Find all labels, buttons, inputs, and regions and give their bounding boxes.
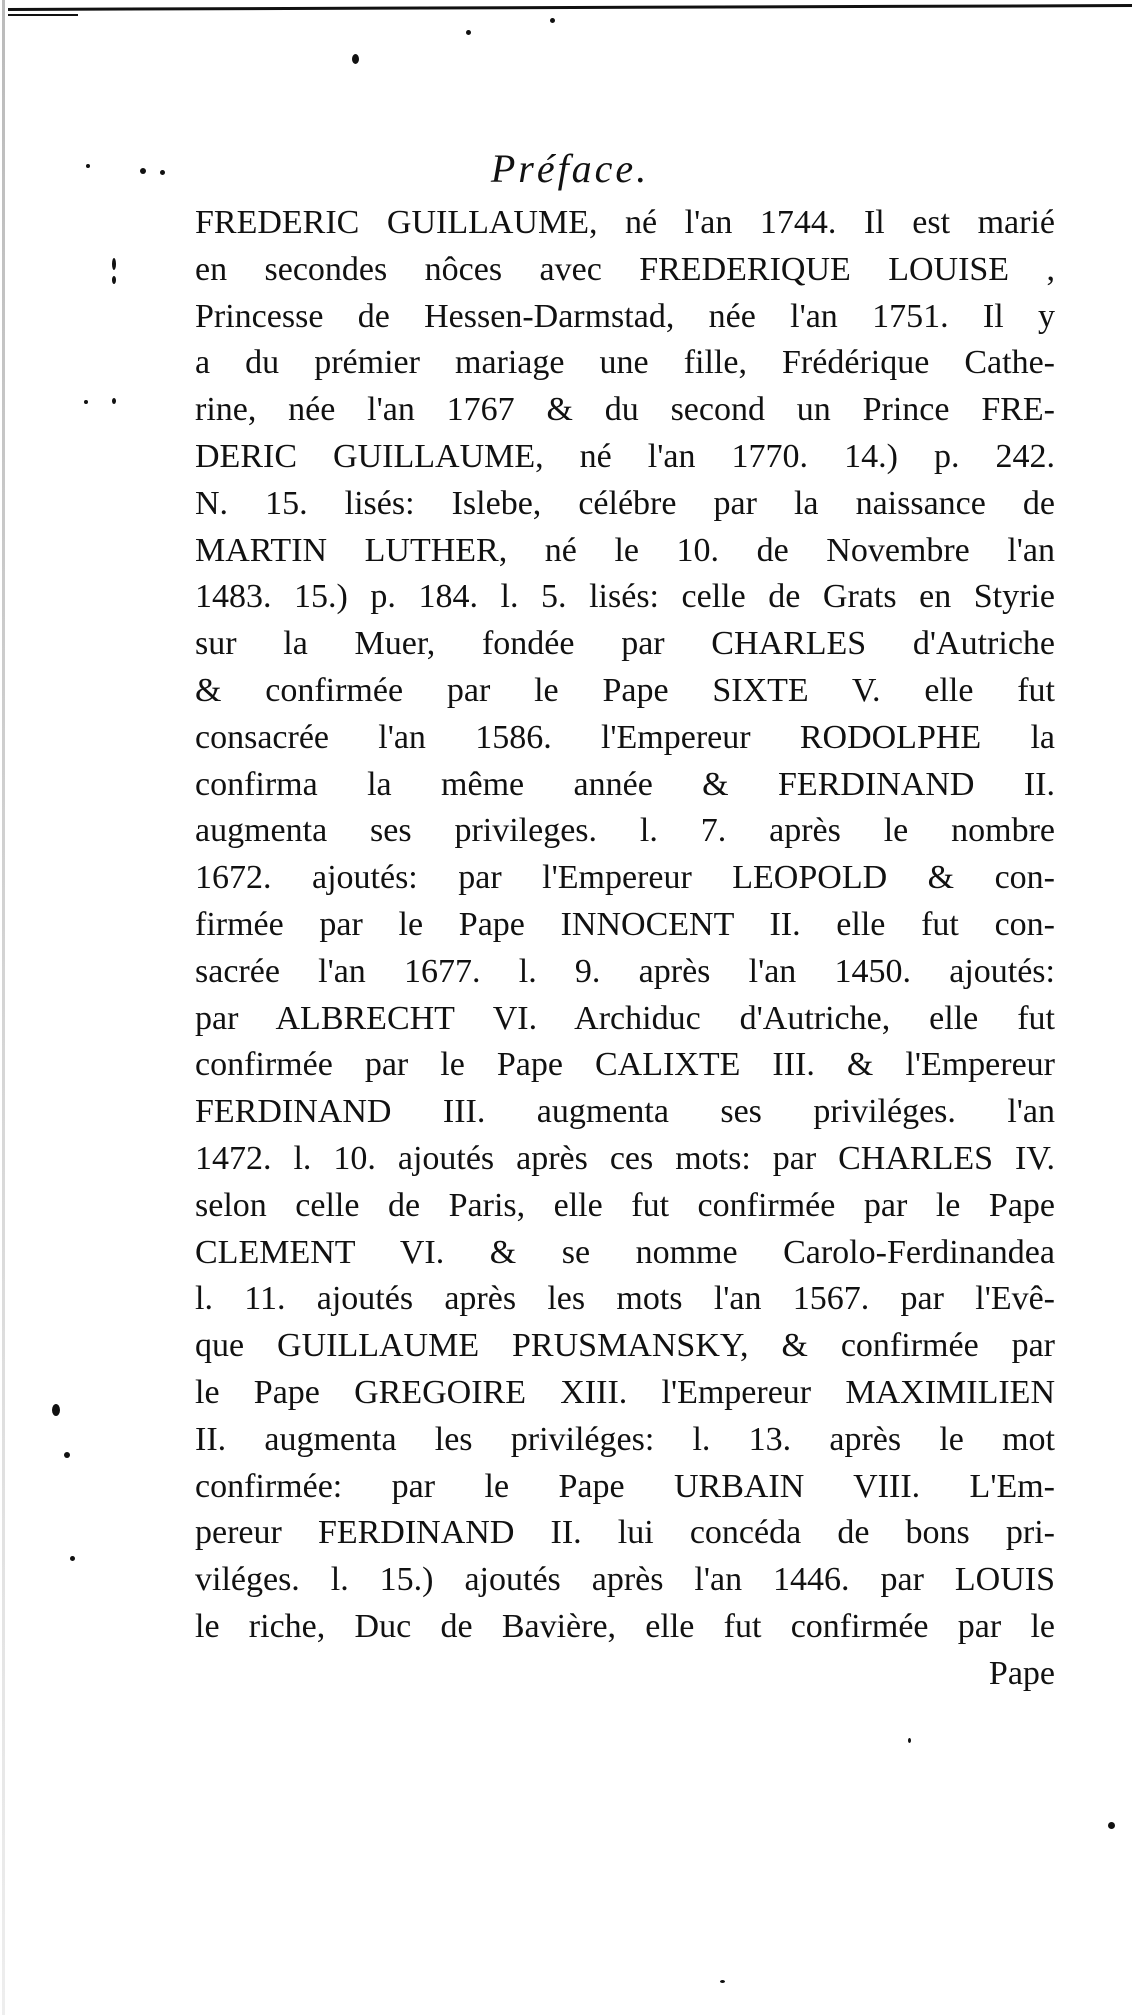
text-line: par ALBRECHT VI. Archiduc d'Autriche, elle fut (195, 999, 1055, 1037)
scan-speck (112, 258, 116, 270)
text-line: sacrée l'an 1677. l. 9. après l'an 1450. ajoutés: (195, 952, 1055, 990)
scan-speck (1108, 1822, 1115, 1829)
text-line: II. augmenta les priviléges: l. 13. après le mot (195, 1420, 1055, 1458)
body-text (195, 200, 1055, 1698)
text-line: FREDERIC GUILLAUME, né l'an 1744. Il est marié (195, 204, 1055, 241)
text-line: firmée par le Pape INNOCENT II. elle fut con- (195, 905, 1055, 943)
text-line: 1672. ajoutés: par l'Empereur LEOPOLD & con- (195, 859, 1055, 897)
scan-speck (86, 164, 90, 168)
scan-speck (550, 18, 555, 23)
scan-speck (140, 168, 146, 174)
scan-speck (908, 1738, 911, 1743)
text-line: CLEMENT VI. & se nomme Carolo-Ferdinandea (195, 1233, 1055, 1271)
text-line: & confirmée par le Pape SIXTE V. elle fut (195, 671, 1055, 709)
text-line: selon celle de Paris, elle fut confirmée par le Pape (195, 1186, 1055, 1224)
text-line: pereur FERDINAND II. lui concéda de bons pri- (195, 1514, 1055, 1552)
scan-speck (720, 1980, 725, 1983)
text-line: rine, née l'an 1767 & du second un Prince FRE- (195, 391, 1055, 429)
scan-speck (70, 1556, 75, 1561)
top-border-flourish (8, 14, 78, 16)
text-line: Princesse de Hessen-Darmstad, née l'an 1751. Il y (195, 297, 1055, 335)
page-edge-shadow (2, 0, 5, 2015)
text-line: confirma la même année & FERDINAND II. (195, 765, 1055, 803)
text-line: le Pape GREGOIRE XIII. l'Empereur MAXIMILIEN (195, 1373, 1055, 1411)
scan-speck (112, 276, 116, 284)
text-line: consacrée l'an 1586. l'Empereur RODOLPHE la (195, 718, 1055, 756)
text-line: a du prémier mariage une fille, Frédérique Cathe- (195, 344, 1055, 382)
text-line: confirmée par le Pape CALIXTE III. & l'Empereur (195, 1046, 1055, 1084)
text-line: N. 15. lisés: Islebe, célébre par la naissance de (195, 484, 1055, 522)
text-line: viléges. l. 15.) ajoutés après l'an 1446. par LOUIS (195, 1561, 1055, 1599)
top-border-rule (8, 4, 1132, 11)
running-header: Préface. (490, 146, 650, 191)
text-line: sur la Muer, fondée par CHARLES d'Autriche (195, 625, 1055, 663)
catchword: Pape (988, 1654, 1055, 1692)
text-line: 1472. l. 10. ajoutés après ces mots: par CHARLES IV. (195, 1139, 1055, 1177)
text-line: en secondes nôces avec FREDERIQUE LOUISE , (195, 250, 1055, 288)
text-line: que GUILLAUME PRUSMANSKY, & confirmée par (195, 1327, 1055, 1365)
scan-speck (64, 1452, 70, 1458)
scan-speck (84, 400, 88, 404)
scan-speck (52, 1404, 60, 1416)
scan-speck (352, 54, 359, 64)
text-line: MARTIN LUTHER, né le 10. de Novembre l'an (195, 531, 1055, 569)
scan-speck (160, 170, 165, 175)
text-line: 1483. 15.) p. 184. l. 5. lisés: celle de Grats en Styrie (195, 578, 1055, 616)
text-line: le riche, Duc de Bavière, elle fut confirmée par le (195, 1607, 1055, 1645)
text-line: augmenta ses privileges. l. 7. après le nombre (195, 812, 1055, 850)
text-line: FERDINAND III. augmenta ses priviléges. l'an (195, 1093, 1055, 1131)
text-line: confirmée: par le Pape URBAIN VIII. L'Em- (195, 1467, 1055, 1505)
text-line: DERIC GUILLAUME, né l'an 1770. 14.) p. 242. (195, 437, 1055, 475)
text-line: l. 11. ajoutés après les mots l'an 1567. par l'Evê- (195, 1280, 1055, 1318)
scan-speck (112, 398, 116, 404)
scan-speck (466, 30, 471, 35)
